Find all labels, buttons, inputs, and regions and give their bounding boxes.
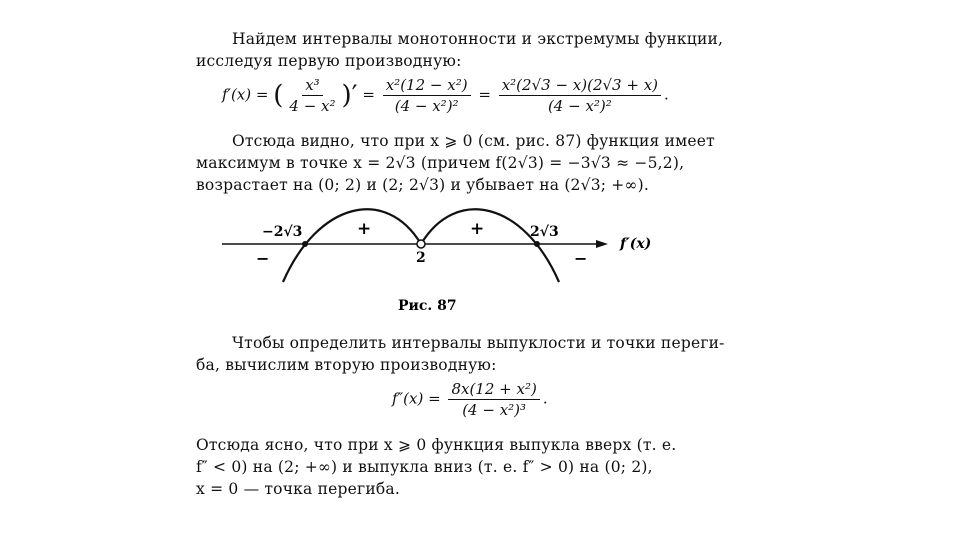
paragraph-4-line-1: Отсюда ясно, что при x ⩾ 0 функция выпукла вверх (т. е. [196, 436, 677, 454]
label-right-root: 2√3 [530, 224, 559, 240]
paragraph-2-line-1: Отсюда видно, что при x ⩾ 0 (см. рис. 87) функция имеет [232, 132, 715, 150]
root-point-left [302, 241, 308, 247]
formula1-lhs: f′(x) = [222, 85, 269, 104]
paragraph-3-line-1: Чтобы определить интервалы выпуклости и точки переги- [232, 334, 725, 352]
label-left-root: −2√3 [262, 224, 303, 240]
paragraph-1-line-1: Найдем интервалы монотонности и экстремумы функции, [232, 30, 724, 48]
sign-minus-left: − [256, 249, 270, 268]
root-point-right [534, 241, 540, 247]
paragraph-2-line-3: возрастает на (0; 2) и (2; 2√3) и убывает на (2√3; +∞). [196, 176, 649, 194]
formula2-end: . [542, 389, 548, 408]
paragraph-2-line-2: максимум в точке x = 2√3 (причем f(2√3) = −3√3 ≈ −5,2), [196, 154, 685, 172]
paragraph-4-line-3: x = 0 — точка перегиба. [196, 480, 400, 498]
formula1-frac1-denominator: 4 − x² [289, 97, 336, 115]
formula2-numerator: 8x(12 + x²) [448, 380, 539, 400]
formula1-equals-2: = [478, 85, 491, 104]
second-derivative-formula [392, 380, 548, 419]
formula2-denominator: (4 − x²)³ [462, 401, 527, 419]
formula1-equals-1: = [362, 85, 375, 104]
formula1-paren-close: )′ [341, 80, 358, 111]
formula1-frac2-denominator: (4 − x²)² [394, 97, 459, 115]
formula2-fraction [448, 380, 539, 419]
label-axis-name: f′(x) [620, 236, 652, 252]
sign-minus-right: − [574, 249, 588, 268]
paragraph-4-line-2: f″ < 0) на (2; +∞) и выпукла вниз (т. е. f″ > 0) на (0; 2), [196, 458, 653, 476]
formula1-frac3-numerator: x²(2√3 − x)(2√3 + x) [499, 76, 661, 96]
formula1-end: . [664, 85, 669, 104]
sign-plus-left: + [357, 219, 372, 239]
formula1-frac3-denominator: (4 − x²)² [547, 97, 612, 115]
label-center-point: 2 [416, 250, 426, 266]
formula1-frac2-numerator: x²(12 − x²) [383, 76, 471, 96]
axis-arrow-icon [596, 240, 608, 248]
formula1-paren-open: ( [273, 80, 284, 111]
sign-plus-right: + [470, 219, 485, 239]
figure-caption: Рис. 87 [398, 298, 457, 314]
excluded-point-center [417, 240, 425, 248]
paragraph-3-line-2: ба, вычислим вторую производную: [196, 356, 497, 374]
formula2-lhs: f″(x) = [392, 389, 441, 408]
formula1-frac1-numerator: x³ [302, 76, 322, 96]
paragraph-1-line-2: исследуя первую производную: [196, 52, 462, 70]
